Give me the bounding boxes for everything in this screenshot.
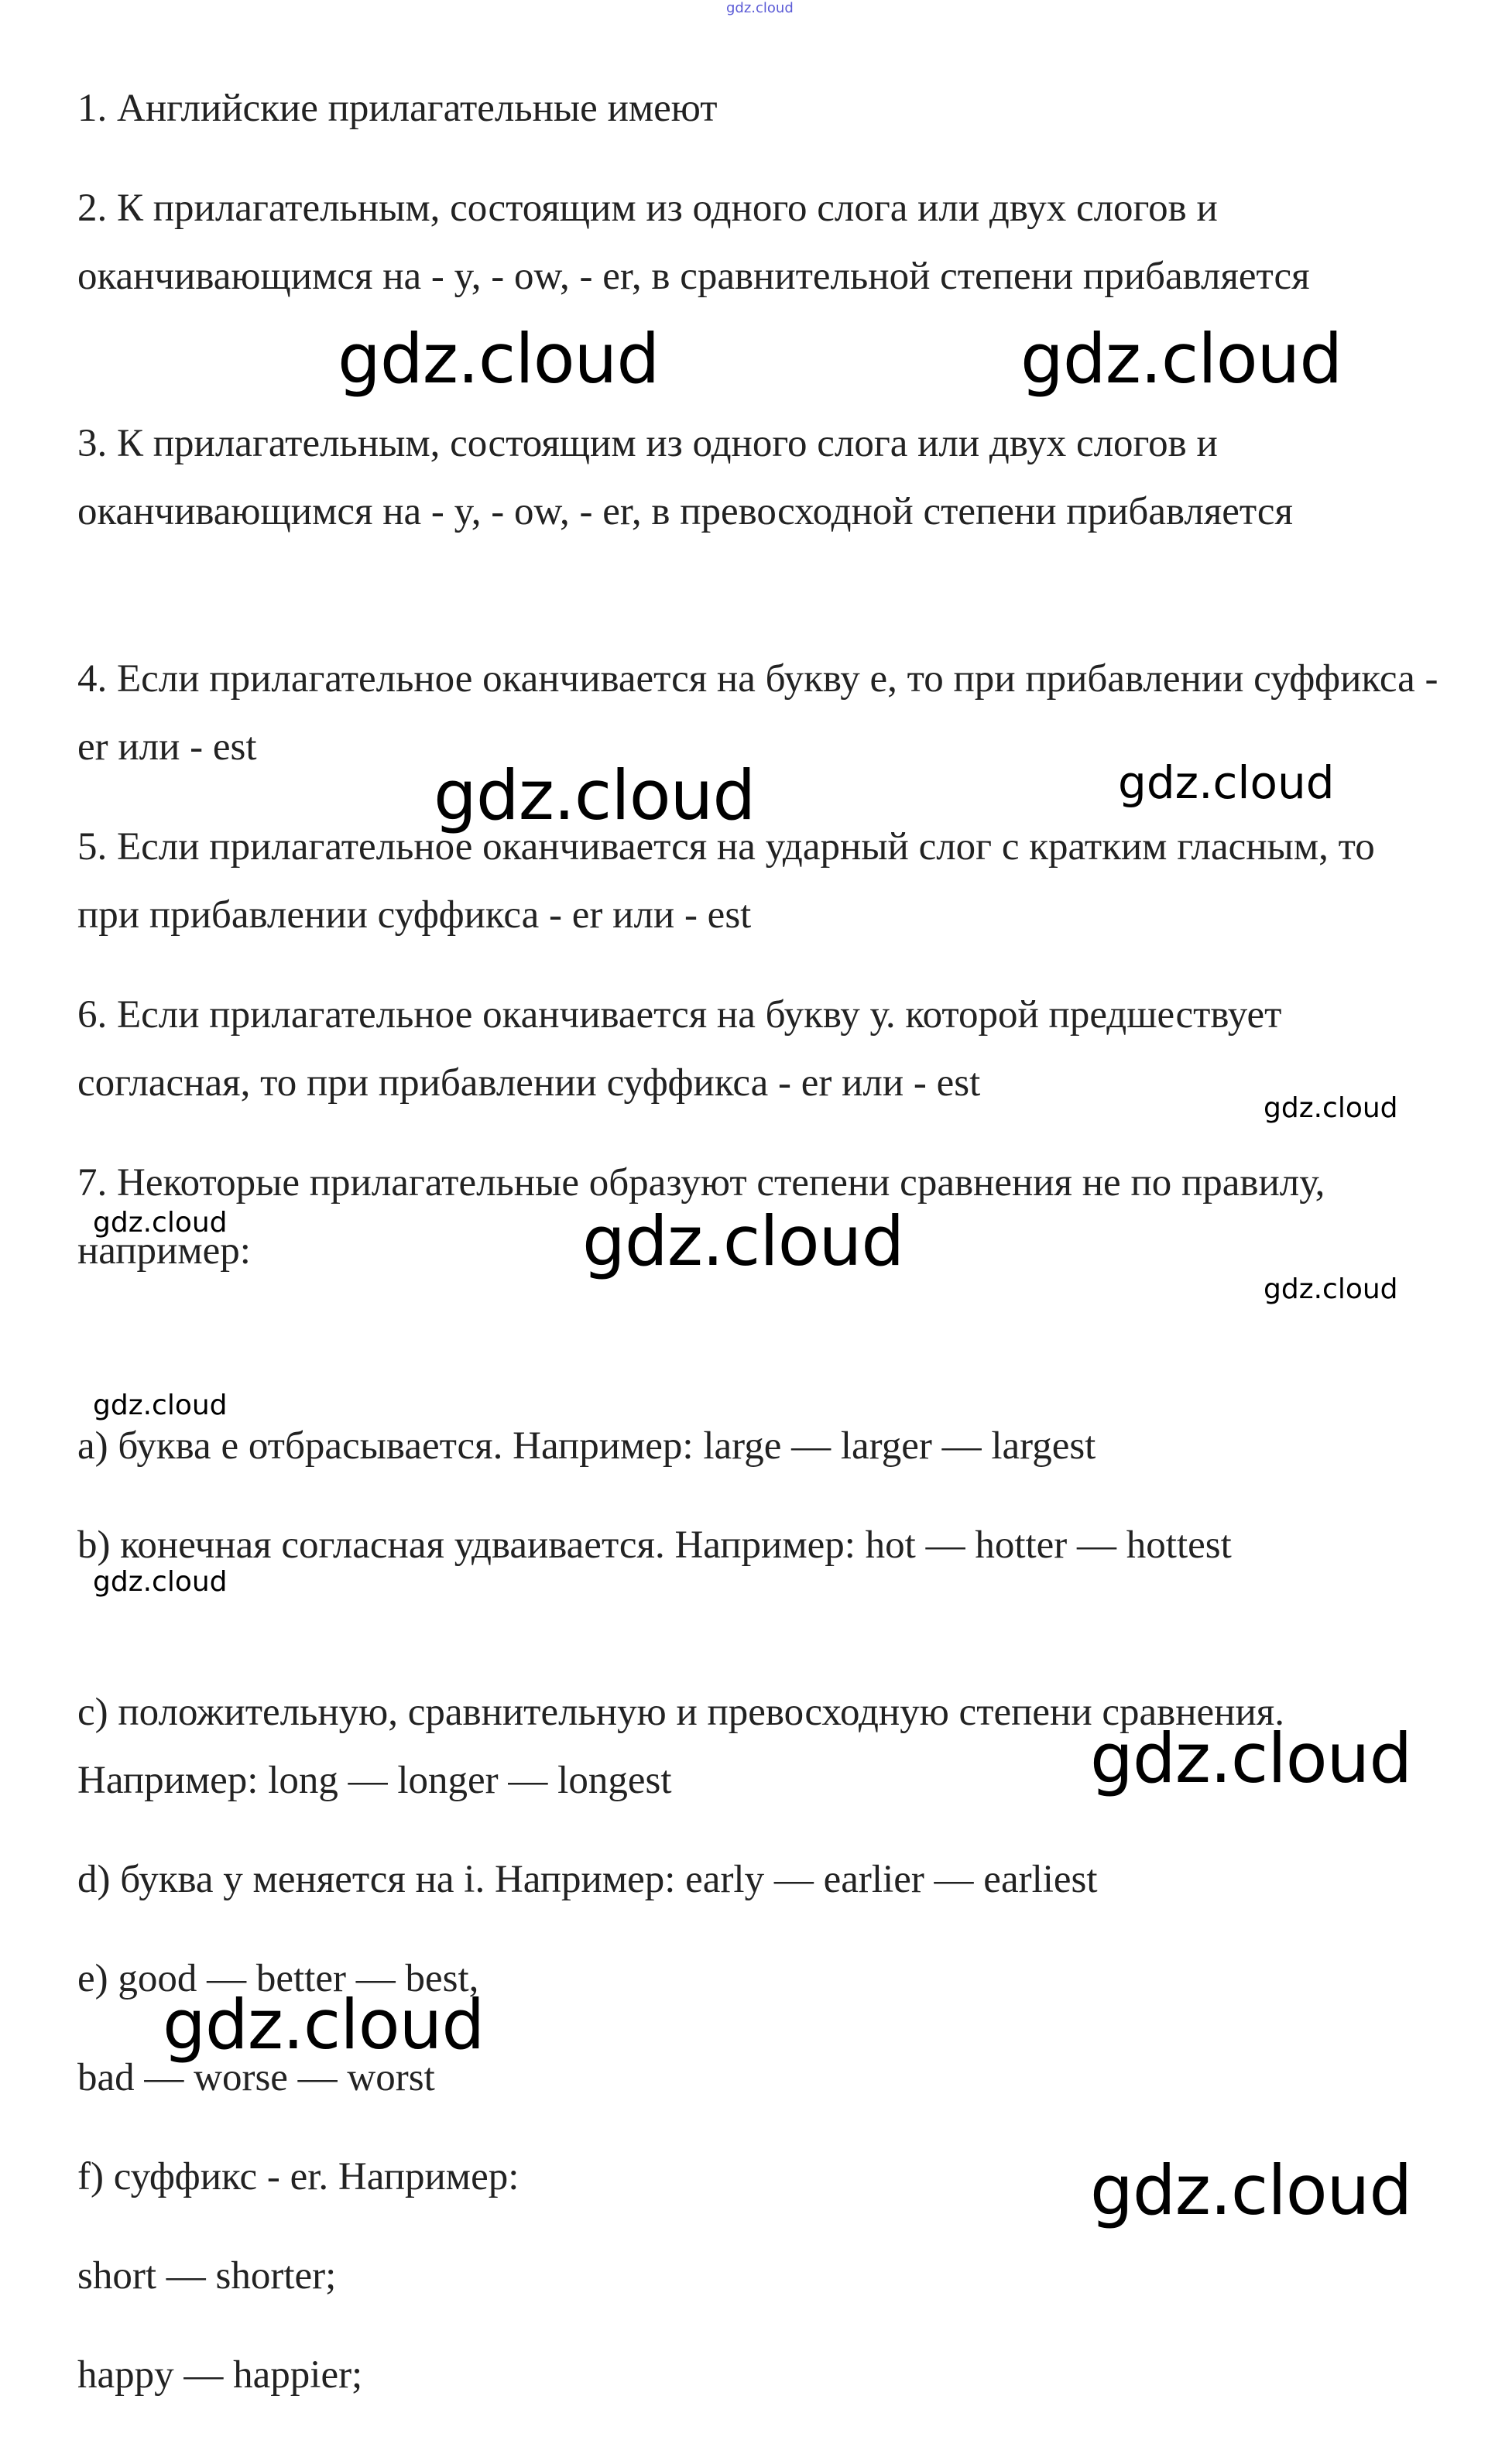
question-2: 2. К прилагательным, состоящим из одного слога или двух слогов и оканчивающимся на - y, - ow, - er, в сравнительной степени прибавляется <box>77 187 1310 298</box>
watermark: gdz.cloud <box>1020 319 1342 399</box>
question-5: 5. Если прилагательное оканчивается на ударный слог с кратким гласным, то при прибавлении суффикса - er или - est <box>77 825 1375 937</box>
watermark: gdz.cloud <box>338 319 660 399</box>
question-7: 7. Некоторые прилагательные образуют степени сравнения не по правилу, например: <box>77 1161 1325 1273</box>
answer-c: c) положительную, сравнительную и превосходную степени сравнения. Например: long — longer — longest <box>77 1691 1284 1802</box>
question-6: 6. Если прилагательное оканчивается на букву у. которой предшествует согласная, то при прибавлении суффикса - er или - est <box>77 993 1282 1105</box>
answer-a: a) буква е отбрасывается. Например: large — larger — largest <box>77 1424 1096 1468</box>
watermark: gdz.cloud <box>163 1985 485 2065</box>
watermark: gdz.cloud <box>1090 2150 1412 2230</box>
answer-d: d) буква у меняется на i. Например: early — earlier — earliest <box>77 1858 1098 1901</box>
watermark: gdz.cloud <box>1264 1273 1398 1305</box>
answer-f: f) суффикс - er. Например: <box>77 2155 519 2198</box>
answer-e-line2: bad — worse — worst <box>77 2056 435 2099</box>
watermark: gdz.cloud <box>1264 1092 1398 1124</box>
watermark: gdz.cloud <box>93 1207 228 1239</box>
watermark: gdz.cloud <box>434 756 756 835</box>
question-1: 1. Английские прилагательные имеют <box>77 87 718 130</box>
answer-e: e) good — better — best, <box>77 1957 479 2000</box>
question-3: 3. К прилагательным, состоящим из одного слога или двух слогов и оканчивающимся на - y, - ow, - er, в превосходной степени прибавляется <box>77 422 1293 533</box>
watermark: gdz.cloud <box>93 1390 228 1421</box>
header-watermark: gdz.cloud <box>726 0 794 16</box>
answer-f-example-1: short — shorter; <box>77 2254 337 2298</box>
watermark: gdz.cloud <box>93 1566 228 1598</box>
answer-b: b) конечная согласная удваивается. Например: hot — hotter — hottest <box>77 1523 1232 1567</box>
question-4: 4. Если прилагательное оканчивается на букву е, то при прибавлении суффикса - er или - est <box>77 657 1438 769</box>
answer-f-example-2: happy — happier; <box>77 2353 363 2397</box>
watermark: gdz.cloud <box>1090 1719 1412 1798</box>
watermark: gdz.cloud <box>582 1201 904 1281</box>
watermark: gdz.cloud <box>1118 756 1335 809</box>
